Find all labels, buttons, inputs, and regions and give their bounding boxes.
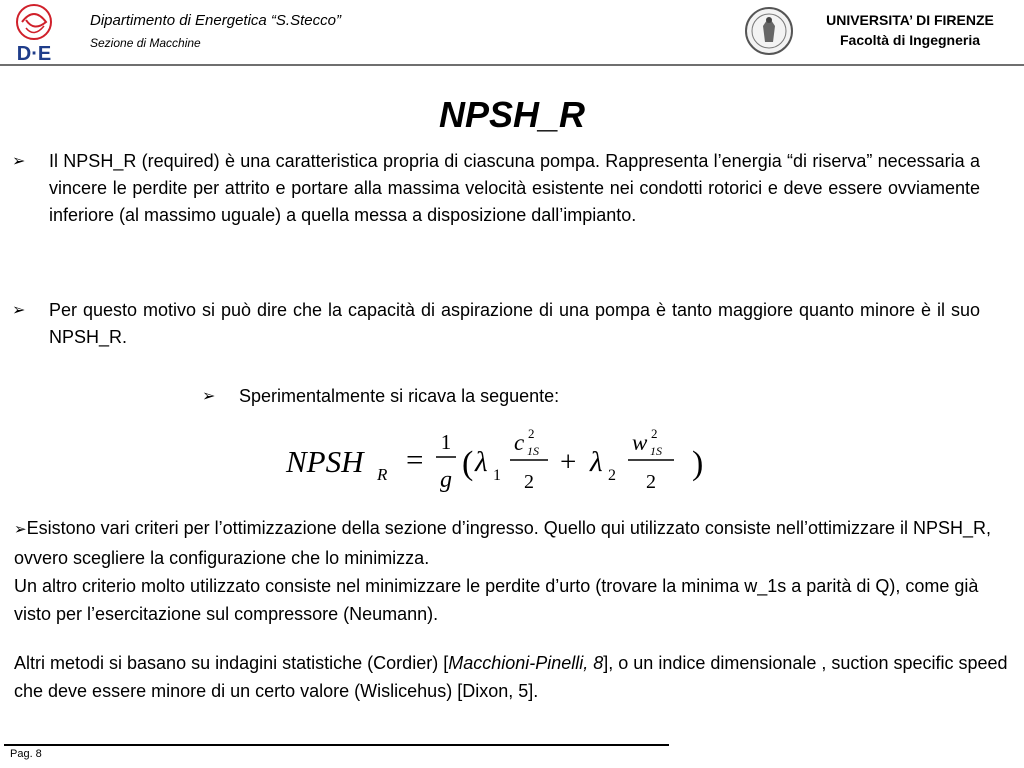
formula-w-sub: 1S [650, 444, 662, 458]
slide-title: NPSH_R [438, 94, 586, 135]
formula-w: w [632, 430, 648, 455]
formula-w-den: 2 [646, 471, 656, 493]
formula-equals: = [406, 442, 424, 477]
formula-c: c [514, 430, 525, 455]
section-name: Sezione di Macchine [90, 36, 201, 50]
other-methods-text-a: Altri metodi si basano su indagini statistiche (Cordier) [ [14, 653, 449, 673]
reference-citation: Macchioni-Pinelli, 8 [448, 653, 604, 673]
paragraph-other-methods [14, 649, 1019, 705]
formula-c-den: 2 [524, 471, 534, 493]
criteria-text-1: Esistono vari criteri per l’ottimizzazione della sezione d’ingresso. Quello qui utilizzato consiste nell’ottimizzare il NPSH_R, ovvero scegliere la configurazione che lo minimizza. [14, 518, 991, 568]
university-seal-icon [744, 6, 794, 56]
formula-lparen: ( [462, 445, 474, 482]
formula-c-sub: 1S [527, 444, 539, 458]
formula-c-sup: 2 [528, 426, 535, 441]
formula-rparen: ) [692, 445, 704, 482]
page-number: Pag. 8 [10, 748, 42, 760]
paragraph-criteria [14, 514, 1019, 628]
other-methods-text-b: ], o un indice dimensionale , suction specific speed che deve essere minore di un certo valore (Wislicehus) [Dixon, 5]. [14, 653, 1008, 701]
footer-divider [4, 744, 669, 746]
bullet-arrow-icon: ➢ [202, 388, 216, 405]
bullet-arrow-icon: ➢ [12, 302, 26, 319]
formula-lambda2-sub: 2 [608, 467, 616, 484]
swirl-emblem-icon [17, 5, 51, 39]
bullet-definition: Il NPSH_R (required) è una caratteristica propria di ciascuna pompa. Rappresenta l’energia “di riserva” necessaria a vincere le perdite per attrito e portare alla massima velocità esistente nei condotti rotorici e deve essere ovviamente inferiore (al massimo uguale) a quella messa a disposizione dall’impianto. [49, 151, 980, 225]
university-block [800, 10, 1020, 50]
npsh-formula [284, 424, 714, 500]
formula-plus: + [560, 446, 577, 478]
formula-lambda1: λ [475, 446, 488, 478]
bullet-arrow-icon: ➢ [14, 521, 27, 538]
university-name: UNIVERSITA’ DI FIRENZE [826, 12, 994, 28]
formula-g: g [440, 467, 452, 493]
faculty-name: Facoltà di Ingegneria [839, 32, 981, 48]
header-divider [0, 64, 1024, 66]
criteria-text-2: Un altro criterio molto utilizzato consiste nel minimizzare le perdite d’urto (trovare la minima w_1s a parità di Q), come già visto per l’esercitazione sul compressore (Neumann). [14, 576, 979, 624]
formula-lhs: NPSH [286, 444, 364, 479]
formula-lambda2: λ [590, 446, 603, 478]
logo-text: D·E [16, 43, 52, 64]
formula-w-sup: 2 [651, 426, 658, 441]
formula-lhs-sub: R [377, 465, 388, 484]
bullet-suction-capacity: Per questo motivo si può dire che la capacità di aspirazione di una pompa è tanto maggiore quanto minore è il suo NPSH_R. [49, 300, 980, 347]
bullet-arrow-icon: ➢ [12, 153, 26, 170]
formula-one: 1 [440, 430, 452, 454]
bullet-experimental: Sperimentalmente si ricava la seguente: [239, 386, 560, 406]
formula-lambda1-sub: 1 [493, 467, 501, 484]
dept-logo [4, 2, 64, 64]
department-name: Dipartimento di Energetica “S.Stecco” [90, 12, 341, 29]
